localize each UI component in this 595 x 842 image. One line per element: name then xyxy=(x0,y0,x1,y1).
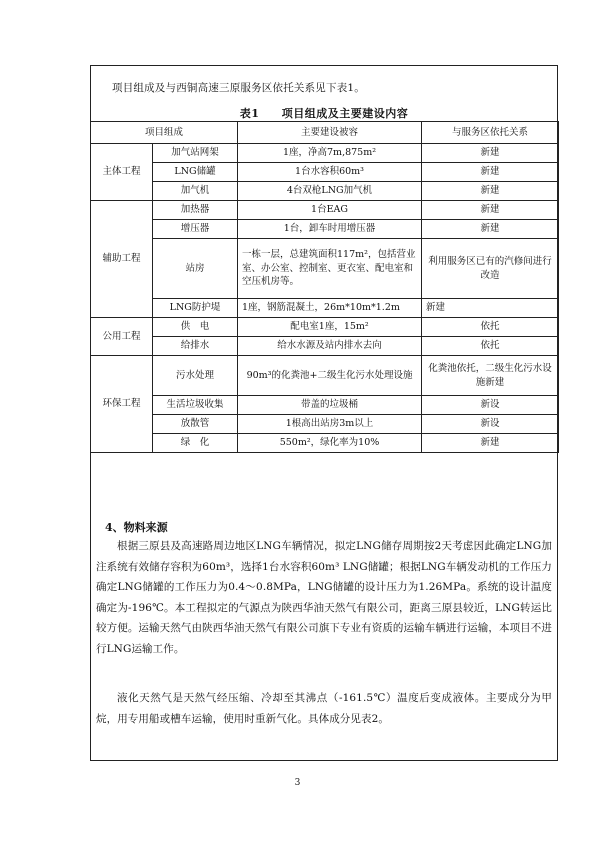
paragraph-lng-description: 液化天然气是天然气经压缩、冷却至其沸点（-161.5℃）温度后变成液体。主要成分为甲烷，用专用船或槽车运输，使用时重新气化。具体成分见表2。 xyxy=(96,692,552,725)
content-cell: 1台，卸车时用增压器 xyxy=(238,220,422,239)
table-row xyxy=(91,356,559,396)
relation-cell: 新设 xyxy=(422,415,559,434)
content-cell: 550m²，绿化率为10% xyxy=(238,434,422,453)
content-cell: 4台双枪LNG加气机 xyxy=(238,182,422,201)
item-cell: LNG防护堤 xyxy=(153,299,238,318)
relation-cell: 新建 xyxy=(422,163,559,182)
intro-text: 项目组成及与西铜高速三原服务区依托关系见下表1。 xyxy=(112,82,365,94)
relation-cell: 新设 xyxy=(422,396,559,415)
table-row xyxy=(91,337,559,356)
item-cell: LNG储罐 xyxy=(153,163,238,182)
group-name-cell: 公用工程 xyxy=(91,318,153,356)
item-cell: 供 电 xyxy=(153,318,238,337)
section-heading: 4、物料来源 xyxy=(105,521,168,534)
item-cell: 给排水 xyxy=(153,337,238,356)
table-row xyxy=(91,318,559,337)
content-cell: 1台水容积60m³ xyxy=(238,163,422,182)
table-caption xyxy=(90,105,558,121)
project-composition-table xyxy=(90,121,559,453)
content-cell: 1台EAG xyxy=(238,201,422,220)
table-row xyxy=(91,396,559,415)
item-cell: 站房 xyxy=(153,239,238,299)
item-cell: 生活垃圾收集 xyxy=(153,396,238,415)
relation-cell: 化粪池依托，二级生化污水设施新建 xyxy=(422,356,559,396)
item-cell: 加气站网架 xyxy=(153,144,238,163)
table-header-row xyxy=(91,122,559,144)
content-cell: 1座，净高7m,875m² xyxy=(238,144,422,163)
content-cell: 1座，钢筋混凝土，26m*10m*1.2m xyxy=(238,299,422,318)
content-cell: 带盖的垃圾桶 xyxy=(238,396,422,415)
page-number: 3 xyxy=(294,778,301,788)
relation-cell: 新建 xyxy=(422,182,559,201)
content-cell: 给水水源及站内排水去向 xyxy=(238,337,422,356)
table-row xyxy=(91,239,559,299)
relation-cell: 新建 xyxy=(422,144,559,163)
relation-cell: 依托 xyxy=(422,318,559,337)
table-row xyxy=(91,182,559,201)
content-cell: 90m³的化粪池+二级生化污水处理设施 xyxy=(238,356,422,396)
header-composition: 项目组成 xyxy=(91,122,238,144)
content-cell: 1根高出站房3m以上 xyxy=(238,415,422,434)
table-row xyxy=(91,201,559,220)
table-caption-title: 项目组成及主要建设内容 xyxy=(281,107,409,120)
table-row xyxy=(91,434,559,453)
relation-cell: 新建 xyxy=(422,220,559,239)
table-row xyxy=(91,415,559,434)
group-name-cell: 环保工程 xyxy=(91,356,153,453)
relation-cell: 利用服务区已有的汽修间进行改造 xyxy=(422,239,559,299)
group-name-cell: 主体工程 xyxy=(91,144,153,201)
content-cell: 配电室1座，15m² xyxy=(238,318,422,337)
item-cell: 污水处理 xyxy=(153,356,238,396)
relation-cell: 新建 xyxy=(422,201,559,220)
header-relation: 与服务区依托关系 xyxy=(422,122,559,144)
table-caption-number: 表1 xyxy=(239,107,260,120)
group-name-cell: 辅助工程 xyxy=(91,201,153,318)
item-cell: 绿 化 xyxy=(153,434,238,453)
relation-cell: 新建 xyxy=(422,299,559,318)
item-cell: 加气机 xyxy=(153,182,238,201)
table-row xyxy=(91,299,559,318)
relation-cell: 新建 xyxy=(422,434,559,453)
header-content: 主要建设被容 xyxy=(238,122,422,144)
content-cell: 一栋一层，总建筑面积117m²，包括营业室、办公室、控制室、更衣室、配电室和空压机房等。 xyxy=(238,239,422,299)
relation-cell: 依托 xyxy=(422,337,559,356)
item-cell: 放散管 xyxy=(153,415,238,434)
item-cell: 加热器 xyxy=(153,201,238,220)
table-row xyxy=(91,163,559,182)
table-row xyxy=(91,220,559,239)
table-row xyxy=(91,144,559,163)
item-cell: 增压器 xyxy=(153,220,238,239)
paragraph-material-source: 根据三原县及高速路周边地区LNG车辆情况，拟定LNG储存周期按2天考虑因此确定LNG加注系统有效储存容积为60m³，选择1台水容积60m³ LNG储罐；根据LNG车辆发动机的工作压力确定LNG储罐的工作压力为0.4～0.8MPa，LNG储罐的设计压力为1.26MPa。系统的设计温度确定为-196℃。本工程拟定的气源点为陕西华油天然气有限公司，距离三原县较近，LNG转运比较方便。运输天然气由陕西华油天然气有限公司旗下专业有资质的运输车辆进行运输，本项目不进行LNG运输工作。 xyxy=(96,540,552,655)
